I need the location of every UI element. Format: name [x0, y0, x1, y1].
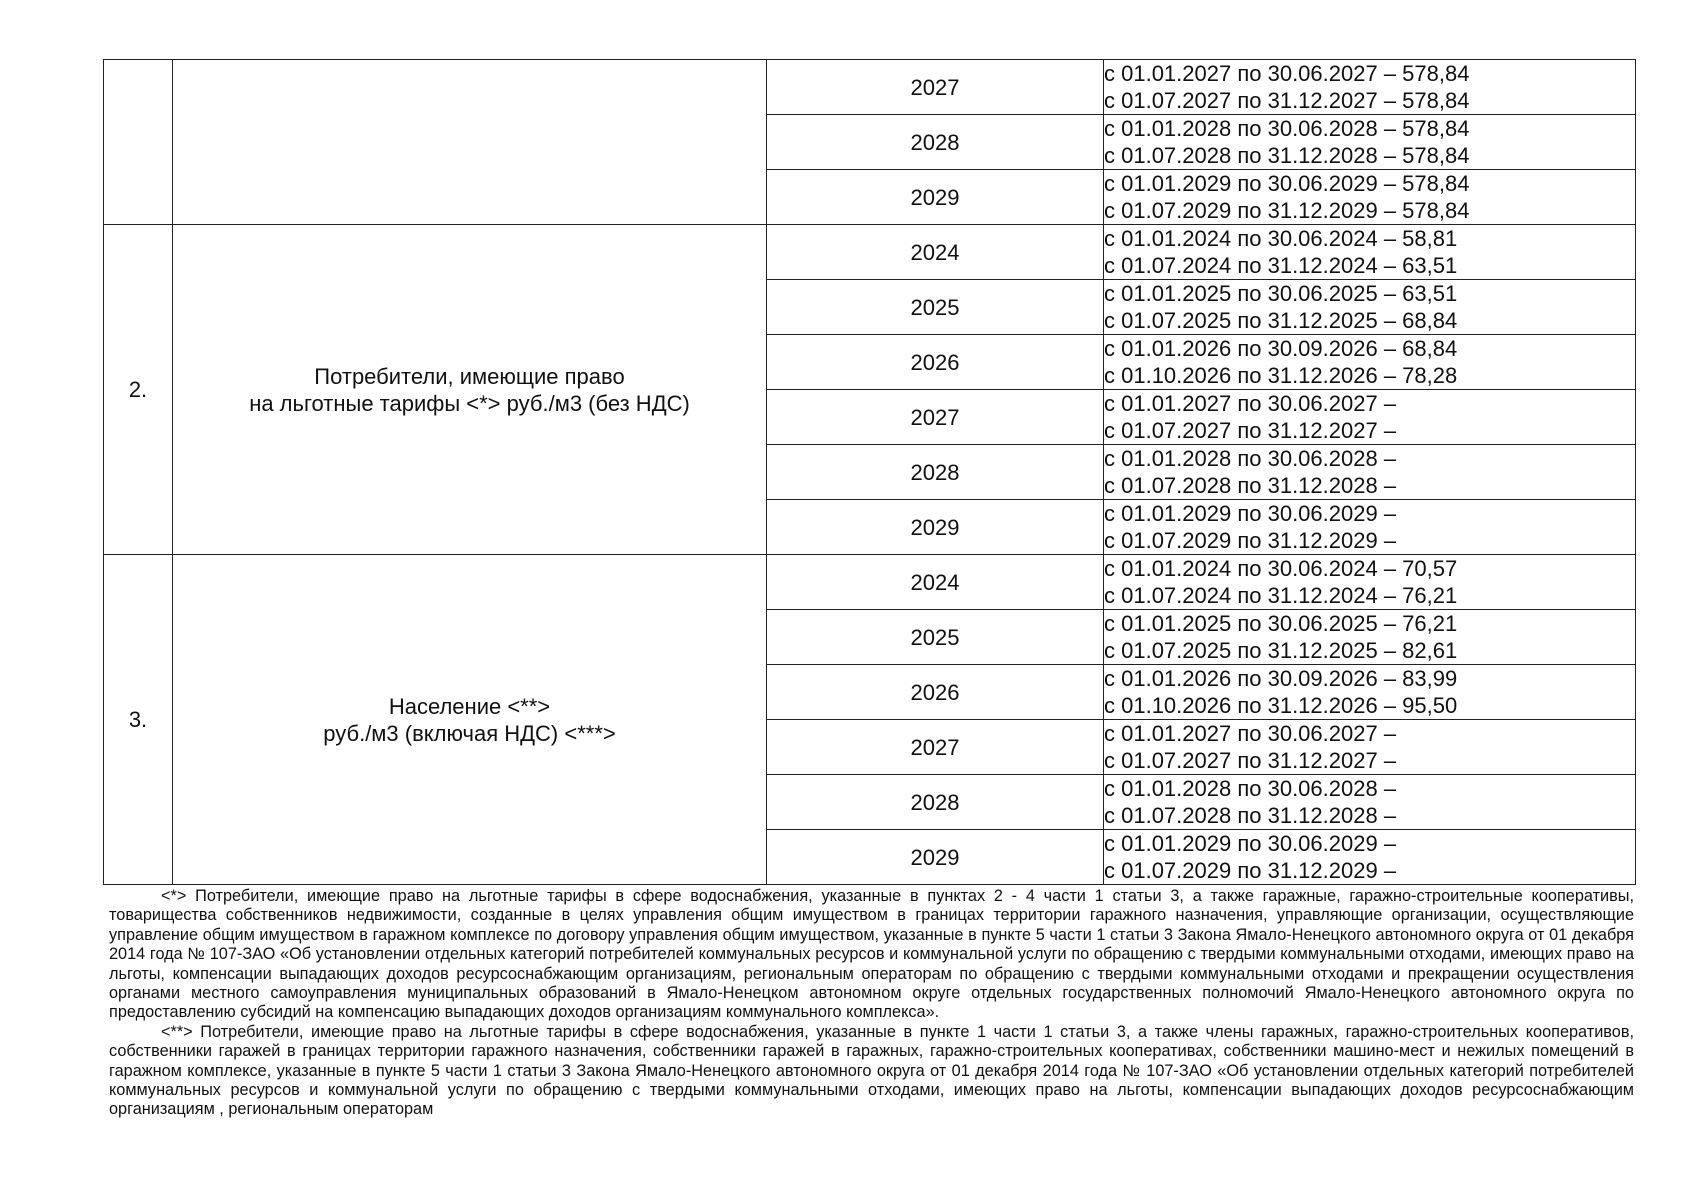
year-cell: 2024	[767, 555, 1104, 610]
tariff-period-cell	[1104, 445, 1636, 500]
year-cell: 2027	[767, 390, 1104, 445]
year-cell: 2026	[767, 665, 1104, 720]
table-row	[104, 60, 1636, 115]
tariff-period-line: с 01.01.2029 по 30.06.2029 – 578,84	[1104, 171, 1470, 196]
tariff-period-cell	[1104, 170, 1636, 225]
tariff-period-line: с 01.01.2024 по 30.06.2024 – 70,57	[1104, 556, 1458, 581]
tariff-period-line: с 01.01.2027 по 30.06.2027 – 578,84	[1104, 61, 1470, 86]
consumer-category-cell	[173, 60, 767, 225]
tariff-period-line: с 01.07.2029 по 31.12.2029 –	[1104, 528, 1397, 553]
tariff-period-cell	[1104, 830, 1636, 885]
tariff-period-cell	[1104, 720, 1636, 775]
tariff-period-line: с 01.07.2027 по 31.12.2027 – 578,84	[1104, 88, 1470, 113]
row-number-cell: 2.	[104, 225, 173, 555]
tariff-period-cell	[1104, 665, 1636, 720]
year-cell: 2029	[767, 830, 1104, 885]
year-cell: 2024	[767, 225, 1104, 280]
year-cell: 2029	[767, 170, 1104, 225]
year-cell: 2027	[767, 60, 1104, 115]
tariff-period-cell	[1104, 115, 1636, 170]
tariff-period-cell	[1104, 60, 1636, 115]
tariff-period-cell	[1104, 280, 1636, 335]
tariff-period-line: с 01.01.2025 по 30.06.2025 – 76,21	[1104, 611, 1458, 636]
table-row	[104, 555, 1636, 610]
footnote-1: <*> Потребители, имеющие право на льготные тарифы в сфере водоснабжения, указанные в пунктах 2 - 4 части 1 статьи 3, а также гаражные, гаражно-строительные кооперативы, товарищества собственников недвижимости, созданные в целях управления общим имуществом в границах территории гаражного назначения, управляющие организации, осуществляющие управление общим имуществом в гаражном комплексе по договору управления общим имуществом, указанные в пункте 5 части 1 статьи 3 Закона Ямало-Ненецкого автономного округа от 01 декабря 2014 года № 107-ЗАО «Об установлении отдельных категорий потребителей коммунальных ресурсов и коммунальной услуги по обращению с твердыми коммунальными отходами, имеющих право на льготы, компенсации выпадающих доходов ресурсоснабжающим организациям, региональным операторам по обращению с твердыми коммунальными отходами и прекращении осуществления органами местного самоуправления муниципальных образований в Ямало-Ненецком автономном округе отдельных государственных полномочий Ямало-Ненецкого автономного округа по предоставлению субсидий на компенсацию выпадающих доходов организациям коммунального комплекса».	[109, 887, 1634, 1022]
year-cell: 2026	[767, 335, 1104, 390]
tariff-period-line: с 01.10.2026 по 31.12.2026 – 95,50	[1104, 693, 1458, 718]
footnotes	[109, 887, 1634, 1120]
row-number-cell: 3.	[104, 555, 173, 885]
tariff-period-line: с 01.01.2026 по 30.09.2026 – 68,84	[1104, 336, 1458, 361]
tariff-period-line: с 01.07.2025 по 31.12.2025 – 82,61	[1104, 638, 1458, 663]
tariff-period-line: с 01.10.2026 по 31.12.2026 – 78,28	[1104, 363, 1458, 388]
tariff-period-cell	[1104, 225, 1636, 280]
tariff-table	[103, 59, 1636, 885]
tariff-period-cell	[1104, 610, 1636, 665]
table-row	[104, 225, 1636, 280]
year-cell: 2029	[767, 500, 1104, 555]
consumer-category-cell: Население <**> руб./м3 (включая НДС) <***>	[173, 555, 767, 885]
year-cell: 2028	[767, 445, 1104, 500]
tariff-period-line: с 01.01.2025 по 30.06.2025 – 63,51	[1104, 281, 1458, 306]
tariff-period-cell	[1104, 775, 1636, 830]
tariff-period-cell	[1104, 500, 1636, 555]
tariff-period-line: с 01.01.2028 по 30.06.2028 –	[1104, 446, 1397, 471]
tariff-period-line: с 01.07.2024 по 31.12.2024 – 76,21	[1104, 583, 1458, 608]
tariff-period-cell	[1104, 555, 1636, 610]
tariff-table-body	[104, 60, 1636, 885]
year-cell: 2028	[767, 115, 1104, 170]
tariff-period-line: с 01.01.2029 по 30.06.2029 –	[1104, 501, 1397, 526]
tariff-period-line: с 01.07.2028 по 31.12.2028 –	[1104, 803, 1397, 828]
consumer-category-cell: Потребители, имеющие право на льготные тарифы <*> руб./м3 (без НДС)	[173, 225, 767, 555]
tariff-period-line: с 01.07.2027 по 31.12.2027 –	[1104, 418, 1397, 443]
tariff-period-line: с 01.01.2027 по 30.06.2027 –	[1104, 721, 1397, 746]
tariff-period-line: с 01.01.2024 по 30.06.2024 – 58,81	[1104, 226, 1458, 251]
tariff-period-line: с 01.01.2026 по 30.09.2026 – 83,99	[1104, 666, 1458, 691]
year-cell: 2027	[767, 720, 1104, 775]
tariff-period-cell	[1104, 390, 1636, 445]
year-cell: 2025	[767, 280, 1104, 335]
footnote-2: <**> Потребители, имеющие право на льготные тарифы в сфере водоснабжения, указанные в пункте 1 части 1 статьи 3, а также члены гаражных, гаражно-строительных кооперативов, собственники гаражей в границах территории гаражного назначения, собственники гаражей в гаражных, гаражно-строительных кооперативах, собственники машино-мест и нежилых помещений в гаражном комплексе, указанные в пункте 5 части 1 статьи 3 Закона Ямало-Ненецкого автономного округа от 01 декабря 2014 года № 107-ЗАО «Об установлении отдельных категорий потребителей коммунальных ресурсов и коммунальной услуги по обращению с твердыми коммунальными отходами, имеющих право на льготы, компенсации выпадающих доходов ресурсоснабжающим организациям , региональным операторам	[109, 1022, 1634, 1119]
tariff-period-line: с 01.07.2029 по 31.12.2029 – 578,84	[1104, 198, 1470, 223]
tariff-period-line: с 01.01.2027 по 30.06.2027 –	[1104, 391, 1397, 416]
tariff-period-line: с 01.01.2028 по 30.06.2028 –	[1104, 776, 1397, 801]
year-cell: 2028	[767, 775, 1104, 830]
tariff-period-line: с 01.07.2029 по 31.12.2029 –	[1104, 858, 1397, 883]
tariff-period-line: с 01.07.2025 по 31.12.2025 – 68,84	[1104, 308, 1458, 333]
tariff-period-line: с 01.01.2028 по 30.06.2028 – 578,84	[1104, 116, 1470, 141]
tariff-period-line: с 01.07.2027 по 31.12.2027 –	[1104, 748, 1397, 773]
year-cell: 2025	[767, 610, 1104, 665]
tariff-period-cell	[1104, 335, 1636, 390]
tariff-period-line: с 01.07.2024 по 31.12.2024 – 63,51	[1104, 253, 1458, 278]
row-number-cell	[104, 60, 173, 225]
tariff-period-line: с 01.01.2029 по 30.06.2029 –	[1104, 831, 1397, 856]
tariff-period-line: с 01.07.2028 по 31.12.2028 –	[1104, 473, 1397, 498]
tariff-period-line: с 01.07.2028 по 31.12.2028 – 578,84	[1104, 143, 1470, 168]
